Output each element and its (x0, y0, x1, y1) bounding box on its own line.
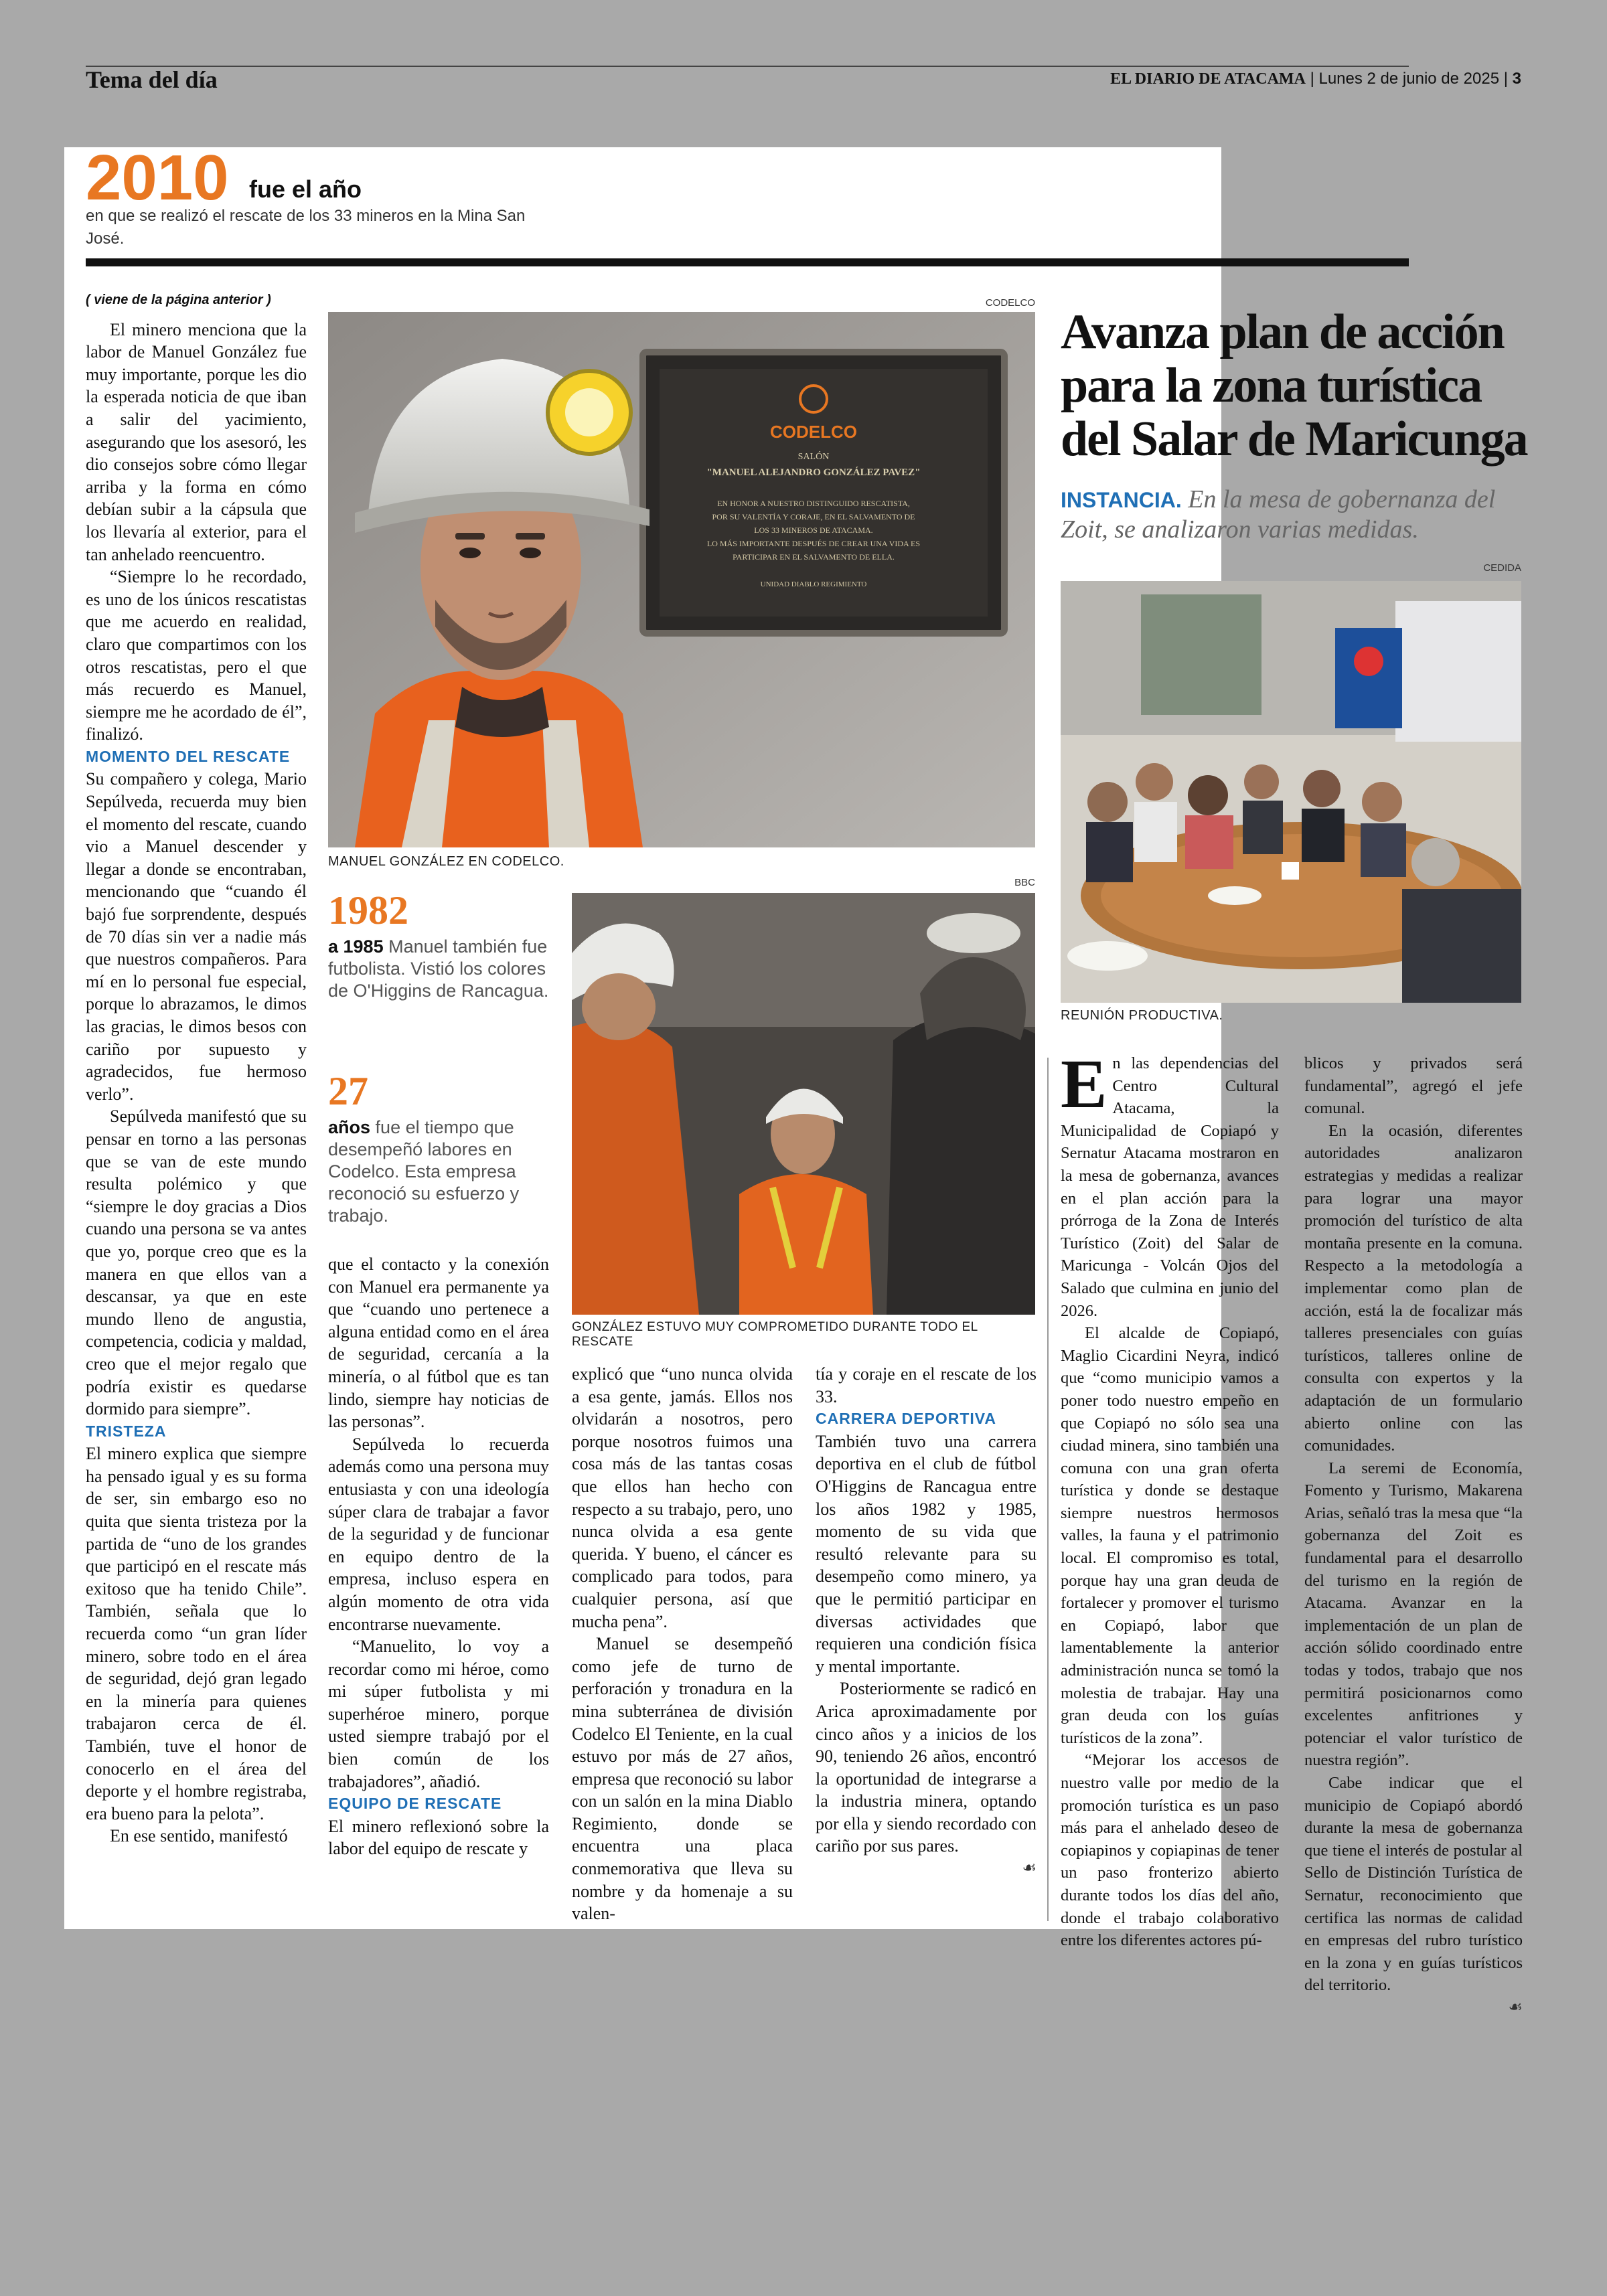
paragraph: La seremi de Economía, Fomento y Turismo, Makarena Arias, señaló tras la mesa que “la gobernanza del Zoit es fundamental para el desarrollo del turismo en la región de Atacama. Avanzar en la implementación de un plan de acción sólido coordinado entre todas y todos, trabajo que nos permitirá posicionarnos como excelentes anfitriones y potenciar el valor turístico de nuestra región”. (1304, 1459, 1523, 1770)
article1-column-2 (328, 1253, 549, 1860)
subhead-momento: MOMENTO DEL RESCATE (86, 747, 291, 765)
paragraph: Cabe indicar que el municipio de Copiapó abordó durante la mesa de gobernanza que tiene el interés de postular al Sello de Distinción Turística de Sernatur, reconocimiento que certifica las normas de calidad en empresas del rubro turístico en la zona y en guías turísticos del territorio. (1304, 1774, 1523, 1995)
highlight-year: 2010 (86, 142, 229, 214)
continuation-note: ( viene de la página anterior ) (86, 293, 271, 307)
stat1-text: Manuel también fue futbolista. Vistió los colores de O'Higgins de Rancagua. (328, 936, 549, 1001)
article2-column-1 (1061, 1046, 1279, 1952)
paragraph: El minero explica que siempre ha pensado igual y es su forma de ser, sin embargo eso no quita que sienta tristeza por la partida de “uno de los grandes que participó en el rescate más exitoso que ha tenido Chile”. También, señala que lo recuerda como “un gran líder minero, sobre todo en el área de seguridad, dejó gran legado en la minería para quienes trabajaron cerca de él. También, tuve el honor de conocerlo en el área del deporte y el hombre registraba, era bueno para la pelota”. (86, 1444, 307, 1823)
paper-name: EL DIARIO DE ATACAMA (1110, 70, 1306, 88)
plaque-line: PARTICIPAR EN EL SALVAMENTO DE ELLA. (733, 552, 895, 562)
paragraph: que el contacto y la conexión con Manuel era permanente ya que “cuando uno pertenece a alguna entidad como en el área de seguridad, cercanía a la minería, o al fútbol que es tan lindo, siempre hay noticias de las personas”. (328, 1254, 549, 1432)
article2-photo-caption: REUNIÓN PRODUCTIVA. (1061, 1008, 1223, 1023)
photo3-illustration (1061, 581, 1521, 1003)
paragraph: blicos y privados será fundamental”, agregó el jefe comunal. (1304, 1054, 1523, 1118)
paragraph: “Manuelito, lo voy a recordar como mi héroe, como mi súper futbolista y mi superhéroe minero, porque usted siempre trabajó por el bien común de los trabajadores”, añadió. (328, 1637, 549, 1791)
paragraph: Sepúlveda manifestó que su pensar en torno a las personas que se van de este mundo resulta polémico y que “siempre le doy gracias a Dios cuando una persona se va antes que yo, porque creo que es la manera en que ellos van a descansar, ya que en este mundo lleno de angustia, competencia, codicia y maldad, creo que el mejor regalo que podría existir es quedarse dormido para siempre”. (86, 1106, 307, 1419)
stat-27 (328, 1071, 549, 1227)
photo2-illustration (572, 893, 1035, 1315)
end-mark: ☙ (1022, 1860, 1037, 1878)
paragraph: explicó que “uno nunca olvida a esa gente, jamás. Ellos nos olvidarán a nosotros, pero porque nosotros fuimos una cosa más de las tantas cosas que ellos han hecho con respecto a su trabajo, pero, uno nunca olvida a esa gente querida. Y bueno, el cáncer es complicado para todos, para cualquier persona, así que mucha pena”. (572, 1364, 793, 1631)
stat1-lead: a 1985 (328, 936, 384, 957)
black-divider (86, 258, 1409, 266)
article2-headline: Avanza plan de acción para la zona turística del Salar de Maricunga (1061, 305, 1527, 467)
article2-deck-text: En la mesa de gobernanza del Zoit, se analizaron varias medidas. (1061, 485, 1496, 544)
photo2-credit: BBC (1014, 877, 1035, 888)
end-mark: ☙ (1508, 1998, 1523, 2016)
paragraph: En la ocasión, diferentes autoridades analizaron estrategias y medidas a realizar para lograr una mayor promoción del turístico de alta montaña presente en la comuna. Respecto a la metodología a implementar como plan de acción, está la de focalizar más talleres presenciales con guías turísticos, talleres online de consulta con expertos y la adaptación de un formulario abierto online con las comunidades. (1304, 1121, 1523, 1455)
paragraph: El alcalde de Copiapó, Maglio Cicardini Neyra, indicó que “como municipio vamos a poner todo nuestro empeño en que Copiapó no sólo sea una ciudad minera, sino también una comuna con una gran oferta turística y donde se destaque siempre nuestros hermosos valles, la fauna y el patrimonio local. El compromiso es total, porque hay una gran deuda de fortalecer y promover el turismo en Copiapó, labor que lamentablemente la anterior administración nunca se tomó la molestia de trabajar. Hay una gran deuda con los guías turísticos de la zona”. (1061, 1324, 1279, 1747)
plaque-line: EN HONOR A NUESTRO DISTINGUIDO RESCATISTA, (717, 499, 910, 508)
page-number: 3 (1512, 70, 1521, 88)
article-divider (1047, 1058, 1049, 1921)
masthead: EL DIARIO DE ATACAMA | Lunes 2 de junio de 2025 | 3 (1110, 70, 1521, 88)
subhead-equipo: EQUIPO DE RESCATE (328, 1795, 502, 1813)
plaque-line: POR SU VALENTÍA Y CORAJE, EN EL SALVAMENTO DE (712, 512, 915, 521)
article1-column-1 (86, 289, 307, 1848)
plaque-line: UNIDAD DIABLO REGIMIENTO (760, 580, 867, 588)
stat2-text: fue el tiempo que desempeñó labores en Codelco. Esta empresa reconoció su esfuerzo y trabajo. (328, 1117, 520, 1226)
stat2-lead: años (328, 1117, 371, 1137)
paragraph: El minero reflexionó sobre la labor del equipo de rescate y (328, 1816, 549, 1859)
section-title: Tema del día (86, 66, 218, 93)
paragraph: Posteriormente se radicó en Arica aproximadamente por cinco años y a inicios de los 90, teniendo 26 años, encontró la oportunidad de integrarse a la industria minera, optando por ella y siendo recordado con cariño por sus pares. (816, 1679, 1037, 1856)
photo1-illustration (328, 312, 1035, 847)
subhead-carrera: CARRERA DEPORTIVA (816, 1410, 997, 1428)
photo-rescue (572, 893, 1035, 1315)
plaque-line: LO MÁS IMPORTANTE DESPUÉS DE CREAR UNA VIDA ES (706, 539, 921, 548)
stat1-number: 1982 (328, 888, 408, 932)
stat-1982 (328, 890, 549, 1002)
article2-photo-credit: CEDIDA (1483, 562, 1521, 574)
highlight-label: fue el año (249, 175, 362, 203)
paragraph-lead (1061, 1046, 1279, 1322)
subhead-tristeza: TRISTEZA (86, 1422, 167, 1440)
paragraph: Su compañero y colega, Mario Sepúlveda, recuerda muy bien el momento del rescate, cuando vio a Manuel descender y llegar a donde se encontraban, mencionando que “cuando él bajó fue sorprendente, después de 70 días sin ver a nadie más que nuestros compañeros. Para mí en lo personal fue especial, porque lo abrazamos, le dimos las gracias, le dimos besos con cariño por supuesto y agradecidos, fue hermoso verlo”. (86, 769, 307, 1104)
paragraph: Manuel se desempeñó como jefe de turno de perforación y tronadura en la mina subterránea de división Codelco El Teniente, en la cual estuvo por más de 27 años, empresa que reconoció su labor con un salón en la mina Diablo Regimiento, donde se encuentra una placa conmemorativa que lleva su nombre y da homenaje a su valen- (572, 1634, 793, 1924)
plaque-line: "MANUEL ALEJANDRO GONZÁLEZ PAVEZ" (706, 467, 921, 478)
paragraph: En ese sentido, manifestó (110, 1826, 288, 1846)
header-rule (86, 66, 1409, 67)
paragraph: El minero menciona que la labor de Manuel González fue muy importante, porque les dio la esperada noticia de que iban a salir del yacimiento, asegurando que los asesoró, les dio consejos sobre cómo llegar arriba y la forma en cómo debían subir a la cápsula que los llevaría al exterior, para el tan anhelado reencuentro. (86, 319, 307, 564)
stat1-text-block (328, 936, 549, 1002)
article1-column-4 (816, 1363, 1037, 1880)
article2-kicker: INSTANCIA. (1061, 488, 1182, 512)
paragraph: Sepúlveda lo recuerda además como una persona muy entusiasta y con una ideología súper clara de trabajar a favor de la seguridad y de funcionar en equipo dentro de la empresa, incluso espera en algún momento de otra vida encontrarse nuevamente. (328, 1434, 549, 1634)
highlight-text: en que se realizó el rescate de los 33 mineros en la Mina San José. (86, 207, 526, 248)
photo-gonzalez-plaque (328, 312, 1035, 847)
dropcap: E (1061, 1046, 1107, 1123)
plaque-line: SALÓN (797, 452, 830, 462)
article2-column-2 (1304, 1052, 1523, 2020)
lead-text: n las dependencias del Centro Cultural Atacama, la Municipalidad de Copiapó y Sernatur Atacama mostraron en la mesa de gobernanza, avances en el plan acción para la prórroga de la Zona de Interés Turístico (Zoit) del Salar de Maricunga - Volcán Ojos del Salado que culmina en junio del 2026. (1061, 1054, 1279, 1320)
plaque-brand: CODELCO (770, 422, 857, 442)
article1-column-3 (572, 1363, 793, 1925)
issue-date: Lunes 2 de junio de 2025 (1318, 70, 1500, 88)
photo-meeting (1061, 581, 1521, 1003)
photo1-credit: CODELCO (985, 297, 1035, 309)
photo1-caption: MANUEL GONZÁLEZ EN CODELCO. (328, 854, 564, 869)
photo2-caption: GONZÁLEZ ESTUVO MUY COMPROMETIDO DURANTE TODO EL RESCATE (572, 1320, 978, 1349)
paragraph: tía y coraje en el rescate de los 33. (816, 1364, 1037, 1406)
paragraph: “Mejorar los accesos de nuestro valle por medio de la promoción turística es un paso más para el anhelado deseo de copiapinos y copiapinas de tener un paso fronterizo abierto durante todos los días del año, donde el trabajo colaborativo entre los diferentes actores pú- (1061, 1751, 1279, 1950)
article2-deck (1061, 485, 1529, 544)
paragraph: También tuvo una carrera deportiva en el club de fútbol O'Higgins de Rancagua entre los años 1982 y 1985, momento de su vida que resultó relevante para su desempeño como minero, ya que le permitió participar en diversas actividades que requieren una condición física y mental importante. (816, 1431, 1037, 1676)
stat2-text-block (328, 1117, 549, 1227)
stat2-number: 27 (328, 1069, 368, 1113)
plaque-line: LOS 33 MINEROS DE ATACAMA. (754, 525, 873, 535)
paragraph: “Siempre lo he recordado, es uno de los únicos rescatistas que me acuerdo en realidad, claro que compartimos con los otros rescatistas, pero el que más recuerdo es Manuel, siempre me he acordado de él”, finalizó. (86, 567, 307, 744)
